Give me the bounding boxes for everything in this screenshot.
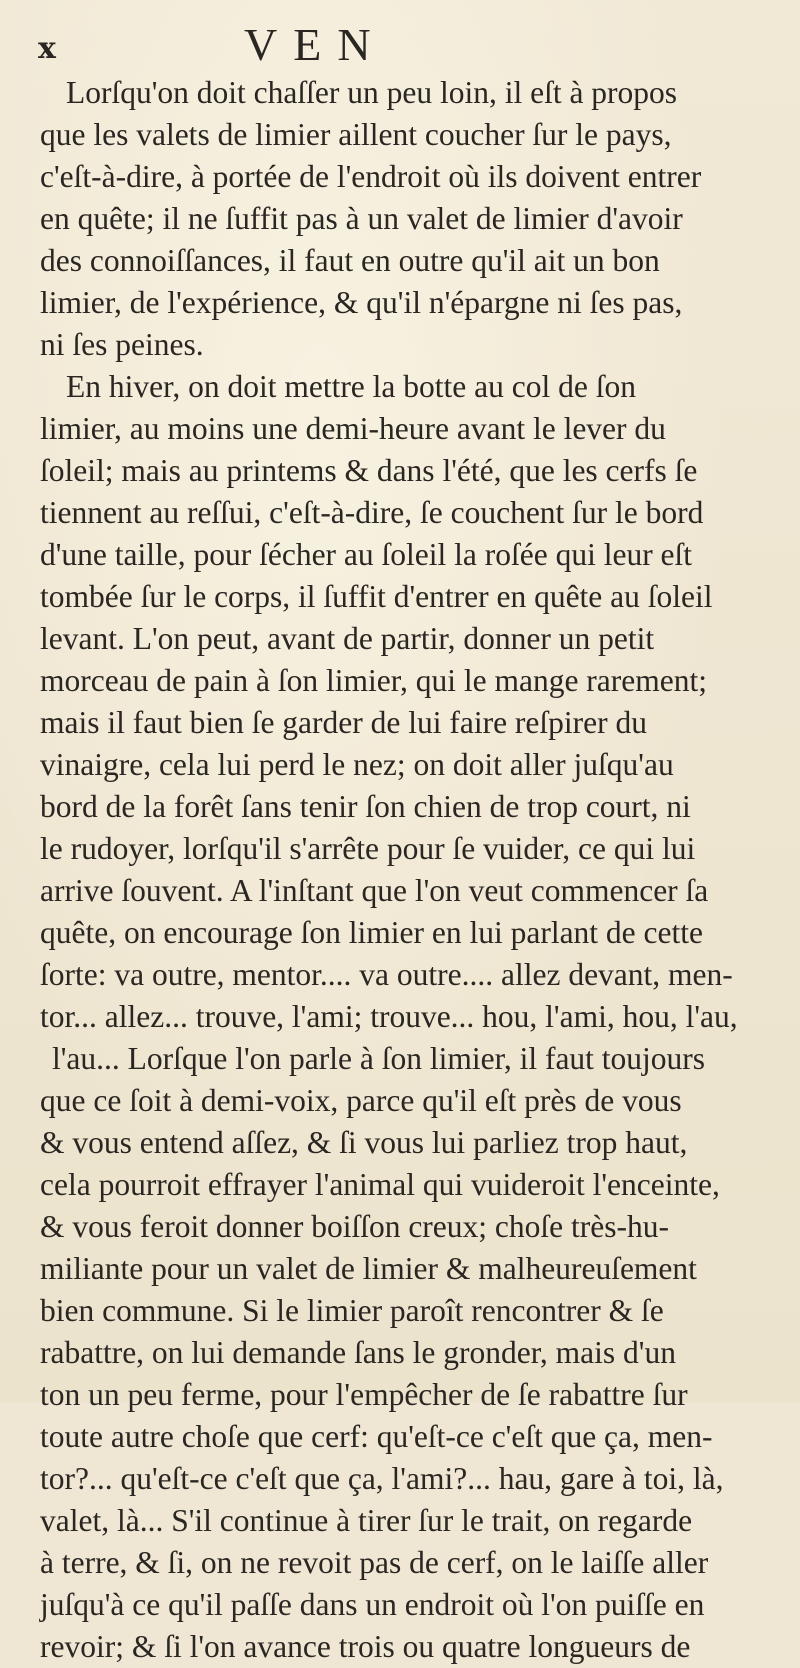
text-line: bord de la forêt ſans tenir ſon chien de trop court, ni — [40, 789, 691, 824]
text-line: & vous entend aſſez, & ſi vous lui parliez trop haut, — [40, 1125, 688, 1160]
text-line: tombée ſur le corps, il ſuffit d'entrer en quête au ſoleil — [40, 579, 713, 614]
text-line: en quête; il ne ſuffit pas à un valet de limier d'avoir — [40, 201, 683, 236]
text-line: mais il faut bien ſe garder de lui faire reſpirer du — [40, 705, 647, 740]
text-line: le rudoyer, lorſqu'il s'arrête pour ſe vuider, ce qui lui — [40, 831, 696, 866]
text-line: limier, de l'expérience, & qu'il n'épargne ni ſes pas, — [40, 285, 683, 320]
text-line: arrive ſouvent. A l'inſtant que l'on veut commencer ſa — [40, 873, 709, 908]
text-line: que les valets de limier aillent coucher ſur le pays, — [40, 117, 672, 152]
text-line: tor... allez... trouve, l'ami; trouve... hou, l'ami, hou, l'au, — [40, 999, 738, 1034]
text-line: quête, on encourage ſon limier en lui parlant de cette — [40, 915, 703, 950]
text-line: ni ſes peines. — [40, 327, 204, 362]
text-line: limier, au moins une demi-heure avant le lever du — [40, 411, 666, 446]
text-line: à terre, & ſi, on ne revoit pas de cerf, on le laiſſe aller — [40, 1545, 709, 1580]
text-line: que ce ſoit à demi-voix, parce qu'il eſt près de vous — [40, 1083, 682, 1118]
page-mark: x — [38, 31, 56, 66]
text-line: bien commune. Si le limier paroît rencontrer & ſe — [40, 1293, 664, 1328]
text-line: Lorſqu'on doit chaſſer un peu loin, il eſt à propos — [66, 75, 678, 110]
text-line: rabattre, on lui demande ſans le gronder, mais d'un — [40, 1335, 676, 1370]
text-line: valet, là... S'il continue à tirer ſur le trait, on regarde — [40, 1503, 693, 1538]
text-line: tor?... qu'eſt-ce c'eſt que ça, l'ami?... hau, gare à toi, là, — [40, 1461, 724, 1496]
text-line: des connoiſſances, il faut en outre qu'il ait un bon — [40, 243, 660, 278]
body-text — [40, 72, 770, 1668]
text-line: ton un peu ferme, pour l'empêcher de ſe rabattre ſur — [40, 1377, 688, 1412]
text-line: l'au... Lorſque l'on parle à ſon limier, il faut toujours — [52, 1041, 706, 1076]
text-line: vinaigre, cela lui perd le nez; on doit aller juſqu'au — [40, 747, 674, 782]
text-line: levant. L'on peut, avant de partir, donner un petit — [40, 621, 655, 656]
text-line: ſoleil; mais au printems & dans l'été, que les cerfs ſe — [40, 453, 698, 488]
text-line: miliante pour un valet de limier & malheureuſement — [40, 1251, 697, 1286]
running-head: VEN — [244, 19, 387, 70]
text-line: juſqu'à ce qu'il paſſe dans un endroit où l'on puiſſe en — [40, 1587, 705, 1622]
page-header — [0, 14, 800, 74]
text-line: tiennent au reſſui, c'eſt-à-dire, ſe couchent ſur le bord — [40, 495, 704, 530]
text-line: d'une taille, pour ſécher au ſoleil la roſée qui leur eſt — [40, 537, 693, 572]
text-line: morceau de pain à ſon limier, qui le mange rarement; — [40, 663, 707, 698]
text-line: En hiver, on doit mettre la botte au col de ſon — [66, 369, 636, 404]
text-line: ſorte: va outre, mentor.... va outre.... allez devant, men- — [40, 957, 733, 992]
text-line: c'eſt-à-dire, à portée de l'endroit où ils doivent entrer — [40, 159, 702, 194]
text-line: toute autre choſe que cerf: qu'eſt-ce c'eſt que ça, men- — [40, 1419, 713, 1454]
text-line: revoir; & ſi l'on avance trois ou quatre longueurs de — [40, 1629, 691, 1664]
text-line: cela pourroit effrayer l'animal qui vuideroit l'enceinte, — [40, 1167, 720, 1202]
text-line: & vous feroit donner boiſſon creux; choſe très-hu- — [40, 1209, 669, 1244]
